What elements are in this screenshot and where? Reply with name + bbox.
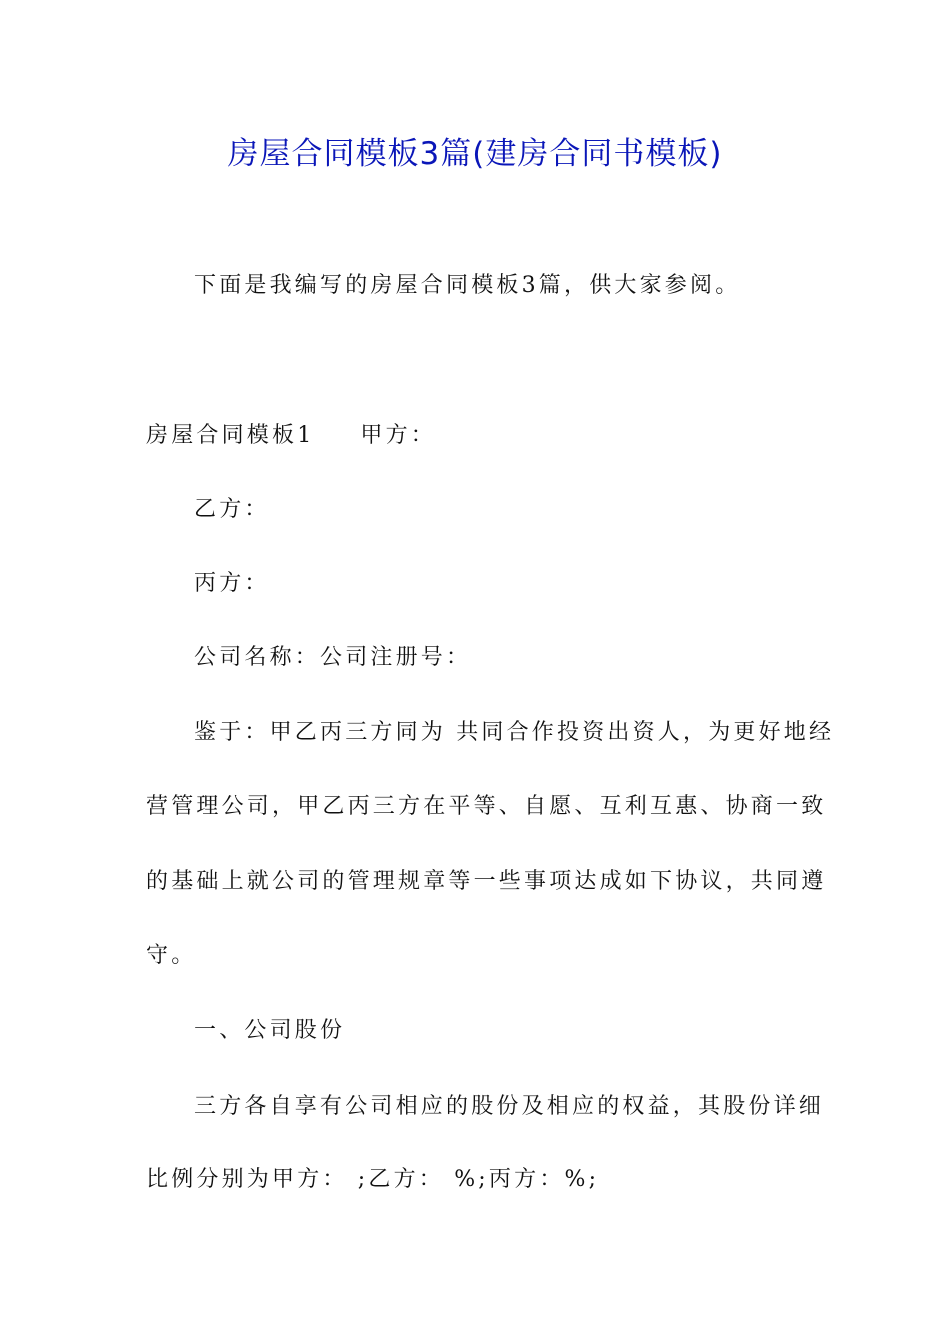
- whereas-line: 守。: [146, 943, 197, 968]
- clause-line: 比例分别为甲方： ;乙方： %;丙方：%;: [146, 1167, 600, 1192]
- company-info-line: 公司名称：公司注册号：: [194, 645, 472, 670]
- section-heading-row: [146, 416, 816, 456]
- party-c-label: 丙方：: [194, 571, 270, 596]
- intro-paragraph: 下面是我编写的房屋合同模板3篇，供大家参阅。: [194, 273, 741, 298]
- whereas-line: 鉴于：甲乙丙三方同为 共同合作投资出资人，为更好地经: [194, 720, 835, 745]
- clause-heading: 一、公司股份: [194, 1018, 346, 1043]
- clause-line: 三方各自享有公司相应的股份及相应的权益，其股份详细: [194, 1094, 825, 1119]
- party-a-label: 甲方：: [360, 423, 437, 448]
- section-heading: 房屋合同模板1: [146, 423, 315, 448]
- document-title: 房屋合同模板3篇(建房合同书模板): [227, 136, 723, 172]
- party-b-label: 乙方：: [194, 497, 270, 522]
- whereas-line: 营管理公司，甲乙丙三方在平等、自愿、互利互惠、协商一致: [146, 794, 827, 819]
- whereas-line: 的基础上就公司的管理规章等一些事项达成如下协议，共同遵: [146, 869, 827, 894]
